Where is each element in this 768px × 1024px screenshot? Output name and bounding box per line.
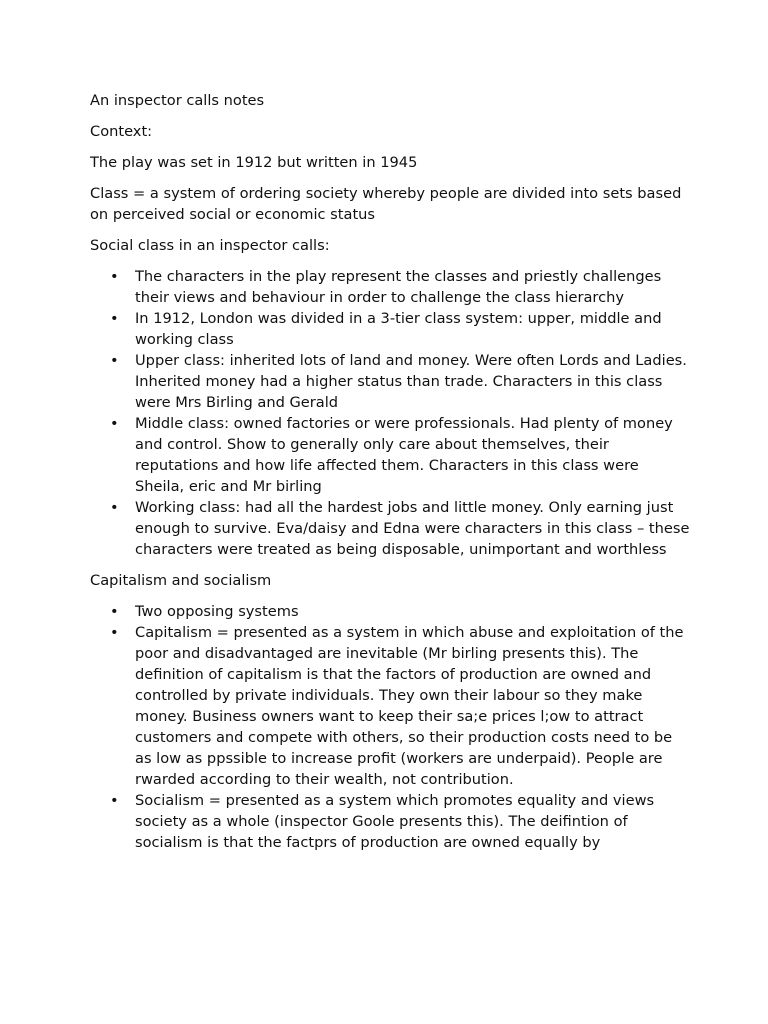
list-item [90,266,690,308]
class-definition: Class = a system of ordering society whereby people are divided into sets based on perceived social or economic status [90,185,682,223]
bullet-icon: • [110,352,119,369]
context-heading: Context: [90,123,153,140]
list-item [90,308,690,350]
bullet-icon: • [110,624,119,641]
list-item [90,601,690,622]
list-item-text: In 1912, London was divided in a 3-tier class system: upper, middle and working class [135,310,662,348]
list-item [90,413,690,497]
bullet-icon: • [110,499,119,516]
bullet-icon: • [110,603,119,620]
document-title: An inspector calls notes [90,92,265,109]
bullet-icon: • [110,415,119,432]
list-item [90,790,690,853]
list-item-text: Upper class: inherited lots of land and money. Were often Lords and Ladies. Inherited money had a higher status than trade. Characters in this class were Mrs Birling and Gerald [135,352,687,411]
bullet-icon: • [110,792,119,809]
capitalism-list [90,601,690,853]
document-page [90,90,690,863]
list-item-text: Working class: had all the hardest jobs and little money. Only earning just enough to survive. Eva/daisy and Edna were characters in this class – these characters were treated as being disposable, unimportant and worthless [135,499,690,558]
social-class-list [90,266,690,560]
context-line: The play was set in 1912 but written in 1945 [90,154,418,171]
list-item-text: Middle class: owned factories or were professionals. Had plenty of money and control. Show to generally only care about themselves, their reputations and how life affected them. Characters in this class were Sheila, eric and Mr birling [135,415,673,495]
list-item [90,497,690,560]
list-item [90,350,690,413]
bullet-icon: • [110,268,119,285]
list-item-text: Socialism = presented as a system which promotes equality and views society as a whole (inspector Goole presents this). The deifintion of socialism is that the factprs of production are owned equally by [135,792,655,851]
social-class-heading: Social class in an inspector calls: [90,237,330,254]
list-item-text: The characters in the play represent the classes and priestly challenges their views and behaviour in order to challenge the class hierarchy [135,268,662,306]
capitalism-heading: Capitalism and socialism [90,572,272,589]
list-item [90,622,690,790]
list-item-text: Two opposing systems [135,603,299,620]
bullet-icon: • [110,310,119,327]
list-item-text: Capitalism = presented as a system in which abuse and exploitation of the poor and disadvantaged are inevitable (Mr birling presents this). The definition of capitalism is that the factors of production are owned and controlled by private individuals. They own their labour so they make money. Business owners want to keep their sa;e prices l;ow to attract customers and compete with others, so their production costs need to be as low as ppssible to increase profit (workers are underpaid). People are rwarded according to their wealth, not contribution. [135,624,684,788]
